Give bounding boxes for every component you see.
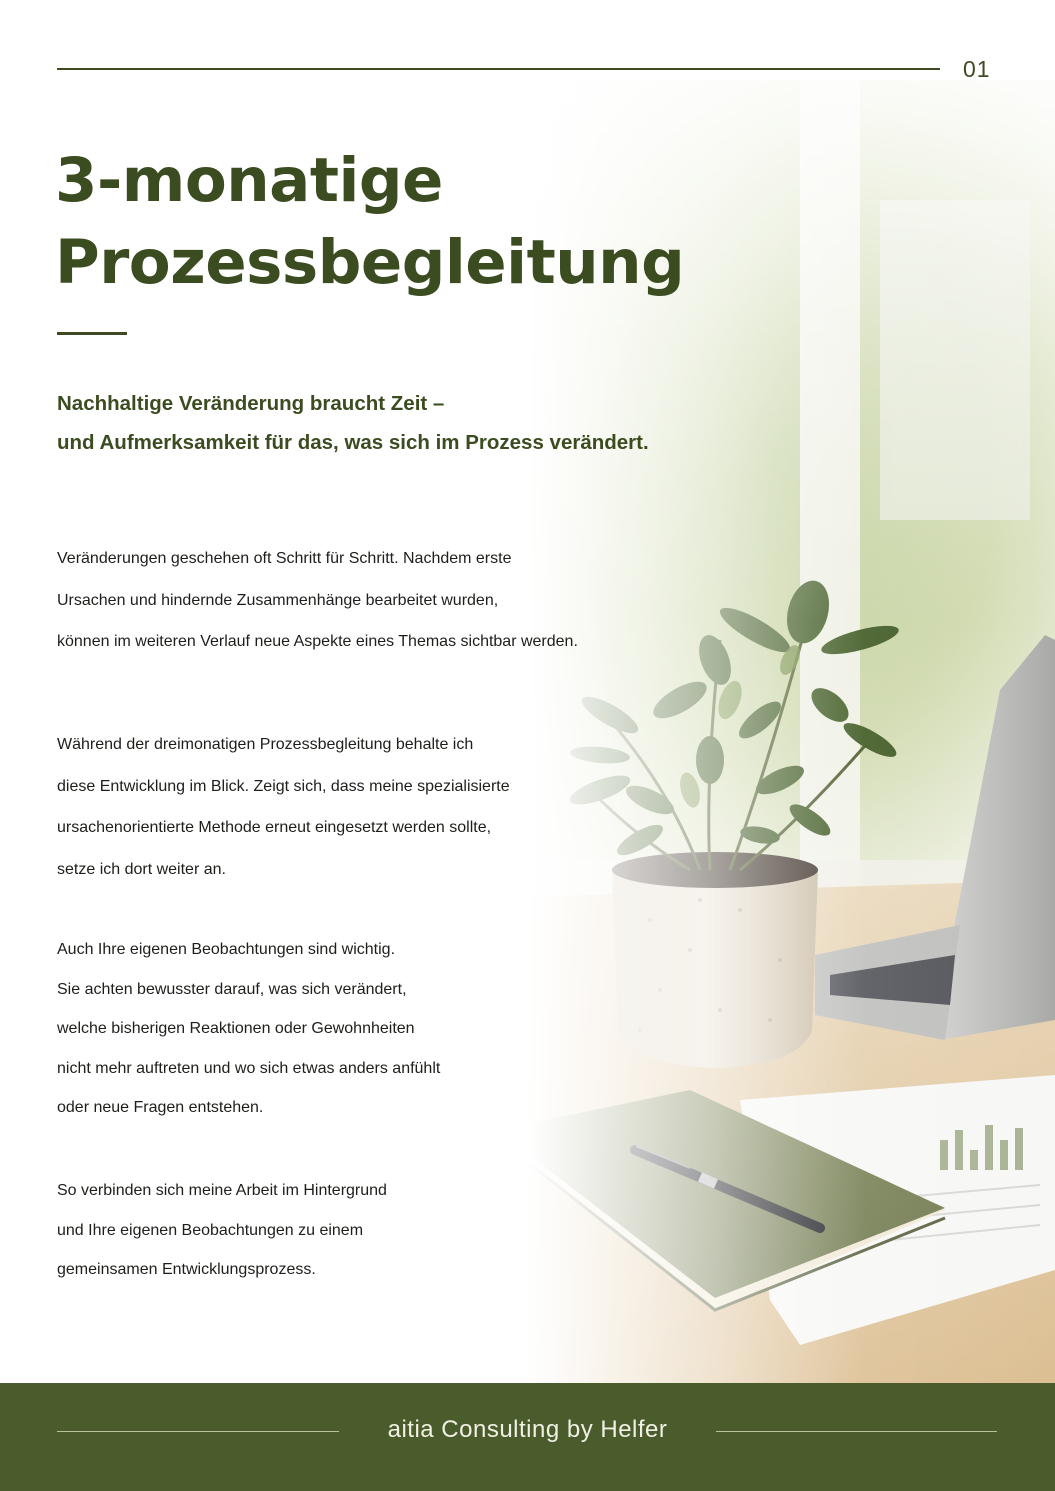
page-title-line-1: 3-monatige <box>55 145 443 216</box>
paragraph-line: Veränderungen geschehen oft Schritt für Schritt. Nachdem erste <box>57 550 512 567</box>
paragraph-line: setze ich dort weiter an. <box>57 860 226 878</box>
paragraph-line: Auch Ihre eigenen Beobachtungen sind wichtig. <box>57 941 396 958</box>
paragraph-line: diese Entwicklung im Blick. Zeigt sich, dass meine spezialisierte <box>57 777 510 795</box>
title-underline <box>57 332 127 335</box>
subtitle-line-2: und Aufmerksamkeit für das, was sich im Prozess verändert. <box>57 431 649 454</box>
subtitle-line-1: Nachhaltige Veränderung braucht Zeit – <box>57 392 445 415</box>
footer-band <box>0 1383 1055 1491</box>
paragraph-line: welche bisherigen Reaktionen oder Gewohnheiten <box>57 1020 415 1037</box>
paragraph-line: Ursachen und hindernde Zusammenhänge bearbeitet wurden, <box>57 591 499 609</box>
page-title <box>55 140 684 304</box>
footer-rule-right <box>716 1431 997 1432</box>
paragraph-line: So verbinden sich meine Arbeit im Hintergrund <box>57 1182 387 1199</box>
subtitle <box>57 384 649 462</box>
paragraph-3 <box>57 930 440 1128</box>
paragraph-2 <box>57 724 510 890</box>
page-title-line-2: Prozessbegleitung <box>55 227 685 298</box>
paragraph-line: Während der dreimonatigen Prozessbegleitung behalte ich <box>57 736 474 753</box>
paragraph-line: nicht mehr auftreten und wo sich etwas anders anfühlt <box>57 1059 441 1077</box>
paragraph-line: oder neue Fragen entstehen. <box>57 1099 264 1116</box>
footer-brand: aitia Consulting by Helfer <box>387 1416 668 1443</box>
page-number: 01 <box>963 56 991 82</box>
paragraph-line: gemeinsamen Entwicklungsprozess. <box>57 1261 316 1278</box>
paragraph-1 <box>57 538 578 663</box>
footer-rule-left <box>57 1431 339 1432</box>
paragraph-line: können im weiteren Verlauf neue Aspekte eines Themas sichtbar werden. <box>57 633 578 650</box>
paragraph-4 <box>57 1171 387 1290</box>
paragraph-line: ursachenorientierte Methode erneut eingesetzt werden sollte, <box>57 819 492 836</box>
paragraph-line: Sie achten bewusster darauf, was sich verändert, <box>57 980 407 998</box>
header-rule <box>57 68 940 70</box>
paragraph-line: und Ihre eigenen Beobachtungen zu einem <box>57 1221 364 1239</box>
